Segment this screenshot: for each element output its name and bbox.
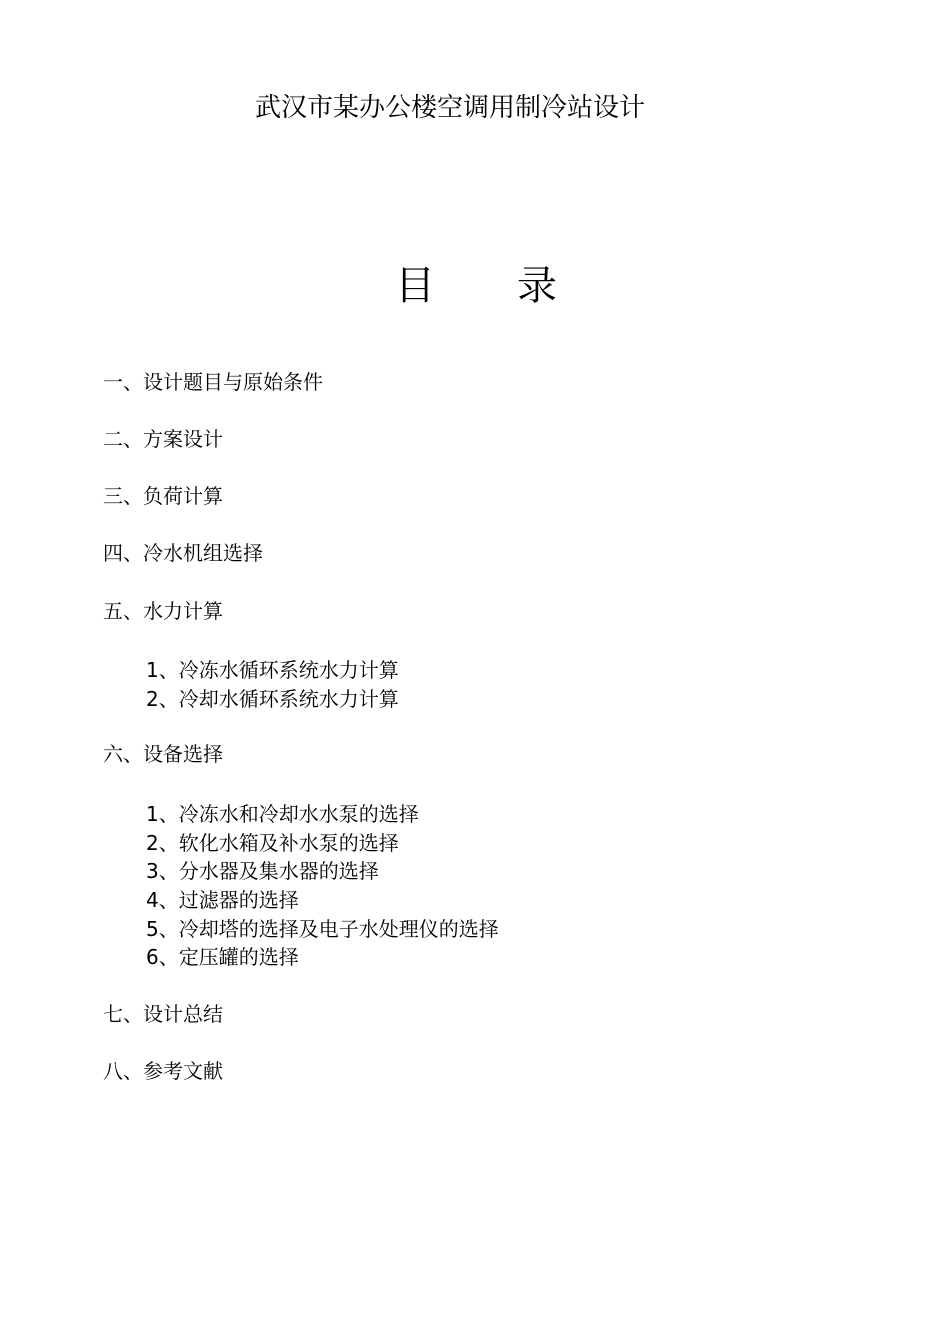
document-title: 武汉市某办公楼空调用制冷站设计 — [254, 93, 645, 123]
toc-subitem-6-1: 1、冷冻水和冷却水水泵的选择 — [146, 802, 419, 826]
toc-item-4: 四、冷水机组选择 — [103, 541, 263, 565]
toc-subitem-6-2: 2、软化水箱及补水泵的选择 — [146, 831, 399, 855]
toc-item-3: 三、负荷计算 — [103, 484, 223, 508]
toc-item-6: 六、设备选择 — [103, 742, 223, 766]
toc-heading-char-1: 目 — [395, 263, 435, 309]
toc-subitem-5-2: 2、冷却水循环系统水力计算 — [146, 687, 399, 711]
toc-subitem-6-3: 3、分水器及集水器的选择 — [146, 859, 379, 883]
toc-item-8: 八、参考文献 — [103, 1059, 223, 1083]
toc-item-5: 五、水力计算 — [103, 599, 223, 623]
toc-item-2: 二、方案设计 — [103, 427, 223, 451]
toc-item-1: 一、设计题目与原始条件 — [103, 370, 323, 394]
toc-subitem-6-4: 4、过滤器的选择 — [146, 888, 299, 912]
toc-subitem-6-6: 6、定压罐的选择 — [146, 945, 299, 969]
toc-subitem-6-5: 5、冷却塔的选择及电子水处理仪的选择 — [146, 917, 499, 941]
toc-subitem-5-1: 1、冷冻水循环系统水力计算 — [146, 658, 399, 682]
toc-heading-char-2: 录 — [517, 263, 557, 309]
toc-heading — [395, 258, 557, 314]
toc-item-7: 七、设计总结 — [103, 1002, 223, 1026]
